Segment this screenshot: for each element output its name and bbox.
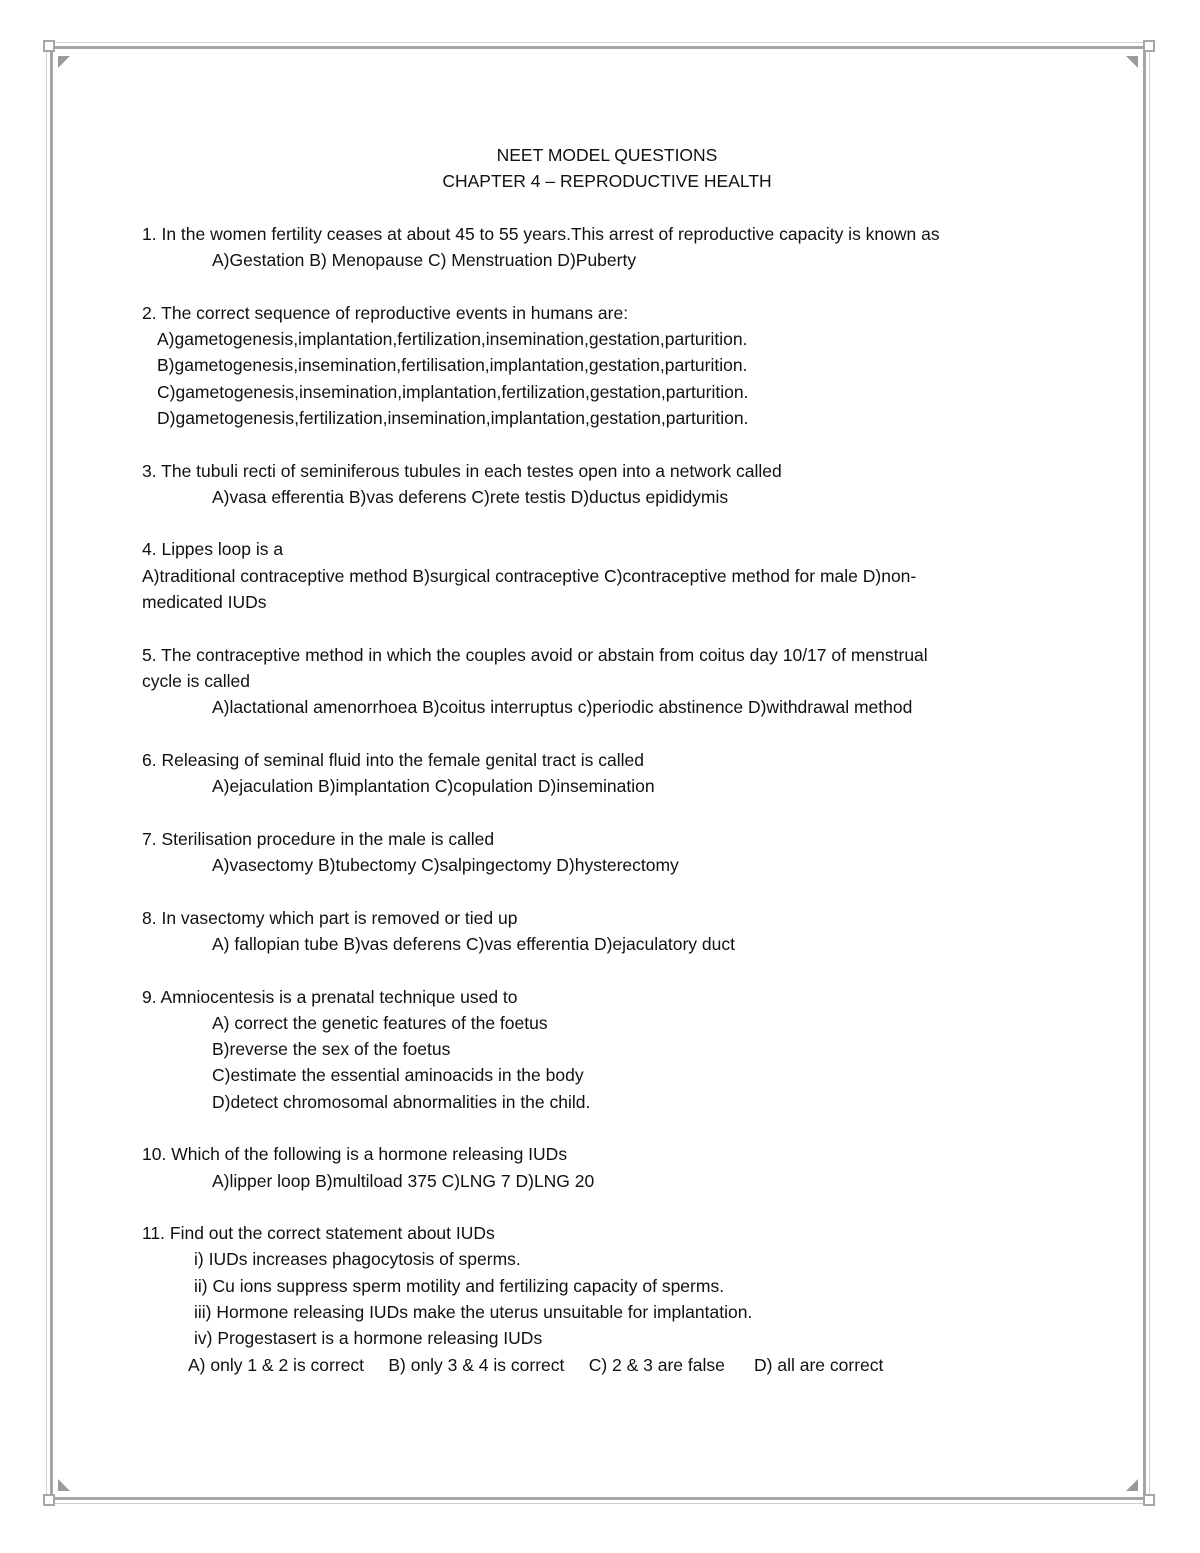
question-9 xyxy=(142,984,1072,1115)
question-option: C)gametogenesis,insemination,implantation,fertilization,gestation,parturition. xyxy=(157,381,749,402)
question-options: A)vasectomy B)tubectomy C)salpingectomy D)hysterectomy xyxy=(212,855,679,876)
question-4 xyxy=(142,536,1072,615)
question-6 xyxy=(142,747,1072,800)
question-3 xyxy=(142,458,1072,511)
question-options: A)ejaculation B)implantation C)copulation D)insemination xyxy=(212,776,655,797)
question-2 xyxy=(142,300,1072,431)
question-statement: i) IUDs increases phagocytosis of sperms. xyxy=(194,1249,521,1270)
question-option: B)reverse the sex of the foetus xyxy=(212,1039,451,1060)
question-option: A) correct the genetic features of the foetus xyxy=(212,1012,548,1033)
question-statement: iv) Progestasert is a hormone releasing IUDs xyxy=(194,1328,543,1349)
question-options: A) fallopian tube B)vas deferens C)vas efferentia D)ejaculatory duct xyxy=(212,933,736,954)
question-options: A)lipper loop B)multiload 375 C)LNG 7 D)LNG 20 xyxy=(212,1170,595,1191)
question-8 xyxy=(142,905,1072,958)
question-option: D)detect chromosomal abnormalities in the child. xyxy=(212,1091,591,1112)
question-stem: 7. Sterilisation procedure in the male is called xyxy=(142,828,495,849)
chapter-title: CHAPTER 4 – REPRODUCTIVE HEALTH xyxy=(442,171,772,192)
question-options-continued: medicated IUDs xyxy=(142,592,267,613)
border-square-bottom-right xyxy=(1143,1494,1155,1506)
corner-ornament-top-left xyxy=(58,56,70,68)
question-option: A)gametogenesis,implantation,fertilization,insemination,gestation,parturition. xyxy=(157,329,748,350)
corner-ornament-top-right xyxy=(1126,56,1138,68)
question-options: A)traditional contraceptive method B)surgical contraceptive C)contraceptive method for male D)non- xyxy=(142,565,917,586)
question-option: C)estimate the essential aminoacids in the body xyxy=(212,1065,584,1086)
question-stem: 5. The contraceptive method in which the couples avoid or abstain from coitus day 10/17 of menstrual xyxy=(142,644,928,665)
question-statement: iii) Hormone releasing IUDs make the uterus unsuitable for implantation. xyxy=(194,1302,753,1323)
question-options: A)vasa efferentia B)vas deferens C)rete testis D)ductus epididymis xyxy=(212,486,729,507)
corner-ornament-bottom-right xyxy=(1126,1479,1138,1491)
question-stem: 10. Which of the following is a hormone releasing IUDs xyxy=(142,1144,568,1165)
border-square-top-right xyxy=(1143,40,1155,52)
question-stem: 6. Releasing of seminal fluid into the female genital tract is called xyxy=(142,749,644,770)
corner-ornament-bottom-left xyxy=(58,1479,70,1491)
question-option: D)gametogenesis,fertilization,insemination,implantation,gestation,parturition. xyxy=(157,407,749,428)
question-11 xyxy=(142,1220,1072,1378)
question-options: A)lactational amenorrhoea B)coitus interruptus c)periodic abstinence D)withdrawal method xyxy=(212,697,913,718)
question-stem-continued: cycle is called xyxy=(142,670,250,691)
question-stem: 8. In vasectomy which part is removed or tied up xyxy=(142,907,518,928)
question-options: A) only 1 & 2 is correct B) only 3 & 4 is correct C) 2 & 3 are false D) all are correct xyxy=(188,1354,884,1375)
question-stem: 11. Find out the correct statement about IUDs xyxy=(142,1223,495,1244)
question-stem: 1. In the women fertility ceases at about 45 to 55 years.This arrest of reproductive capacity is known as xyxy=(142,223,940,244)
question-7 xyxy=(142,826,1072,879)
border-square-top-left xyxy=(43,40,55,52)
question-stem: 2. The correct sequence of reproductive events in humans are: xyxy=(142,302,629,323)
question-options: A)Gestation B) Menopause C) Menstruation D)Puberty xyxy=(212,250,637,271)
question-1 xyxy=(142,221,1072,274)
question-statement: ii) Cu ions suppress sperm motility and fertilizing capacity of sperms. xyxy=(194,1275,725,1296)
document-title: NEET MODEL QUESTIONS xyxy=(496,145,718,165)
border-square-bottom-left xyxy=(43,1494,55,1506)
question-stem: 4. Lippes loop is a xyxy=(142,539,284,560)
question-option: B)gametogenesis,insemination,fertilisation,implantation,gestation,parturition. xyxy=(157,355,748,376)
question-10 xyxy=(142,1141,1072,1194)
question-stem: 9. Amniocentesis is a prenatal technique used to xyxy=(142,986,518,1007)
question-5 xyxy=(142,642,1072,721)
question-stem: 3. The tubuli recti of seminiferous tubules in each testes open into a network called xyxy=(142,460,782,481)
document-body xyxy=(142,142,1072,1404)
